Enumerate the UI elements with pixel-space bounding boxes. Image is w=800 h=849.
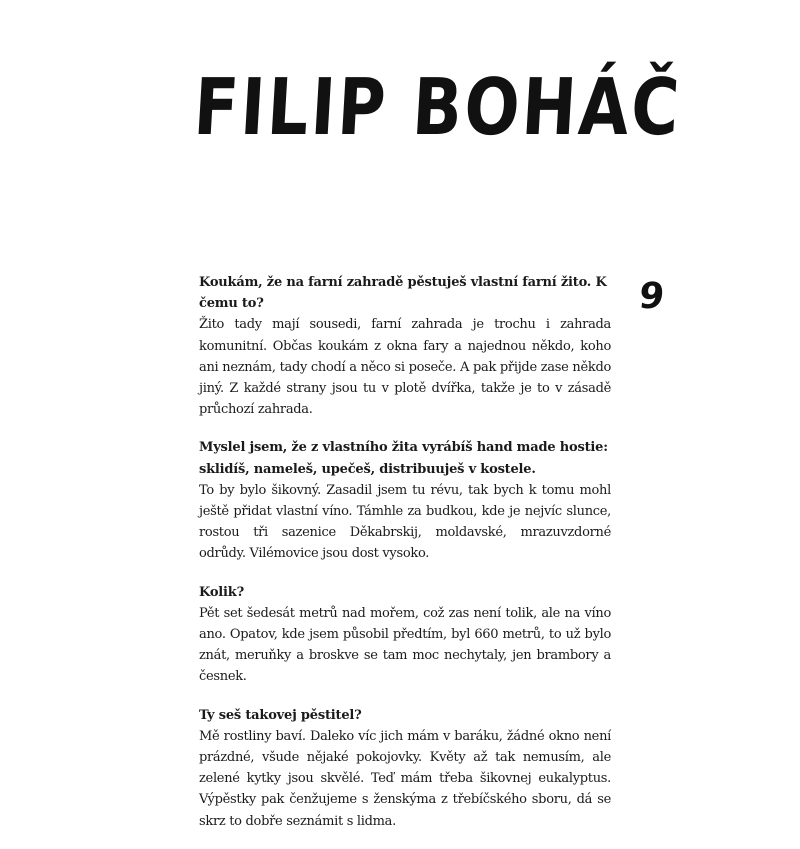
qa-block	[199, 705, 611, 832]
qa-block	[199, 582, 611, 688]
interview-article	[199, 272, 611, 849]
interview-question: Koukám, že na farní zahradě pěstuješ vlastní farní žito. K čemu to?	[199, 275, 607, 312]
interview-question: Kolik?	[199, 584, 244, 600]
interview-question: Myslel jsem, že z vlastního žita vyrábíš hand made hostie: sklidíš, nameleš, upečeš, distribuuješ v kostele.	[199, 440, 608, 477]
qa-block	[199, 272, 611, 420]
interview-answer: Mě rostliny baví. Daleko víc jich mám v baráku, žádné okno není prázdné, všude nějaké pokojovky. Květy až tak nemusím, ale zelené kytky jsou skvělé. Teď mám třeba šikovnej eukalyptus. Výpěstky pak čenžujeme s ženskýma z třebíčského sboru, dá se skrz to dobře seznámit s lidma.	[199, 728, 611, 829]
interview-answer: Pět set šedesát metrů nad mořem, což zas není tolik, ale na víno ano. Opatov, kde jsem působil předtím, byl 660 metrů, to už bylo znát, meruňky a broskve se tam moc nechytaly, jen brambory a česnek.	[199, 605, 611, 685]
interview-answer: Žito tady mají sousedi, farní zahrada je trochu i zahrada komunitní. Občas koukám z okna fary a najednou někdo, koho ani neznám, tady chodí a něco si poseče. A pak přijde zase někdo jiný. Z každé strany jsou tu v plotě dvířka, takže je to v zásadě průchozí zahrada.	[199, 317, 611, 418]
page-title: FILIP BOHÁČ	[191, 63, 684, 153]
page-number: 9	[636, 276, 667, 317]
qa-block	[199, 437, 611, 564]
interview-question: Ty seš takovej pěstitel?	[199, 707, 362, 723]
interview-answer: To by bylo šikovný. Zasadil jsem tu révu, tak bych k tomu mohl ještě přidat vlastní víno. Támhle za budkou, kde je nejvíc slunce, rostou tři sazenice Děkabrskij, moldavské, mrazuvzdorné odrůdy. Vilémovice jsou dost vysoko.	[199, 482, 611, 562]
